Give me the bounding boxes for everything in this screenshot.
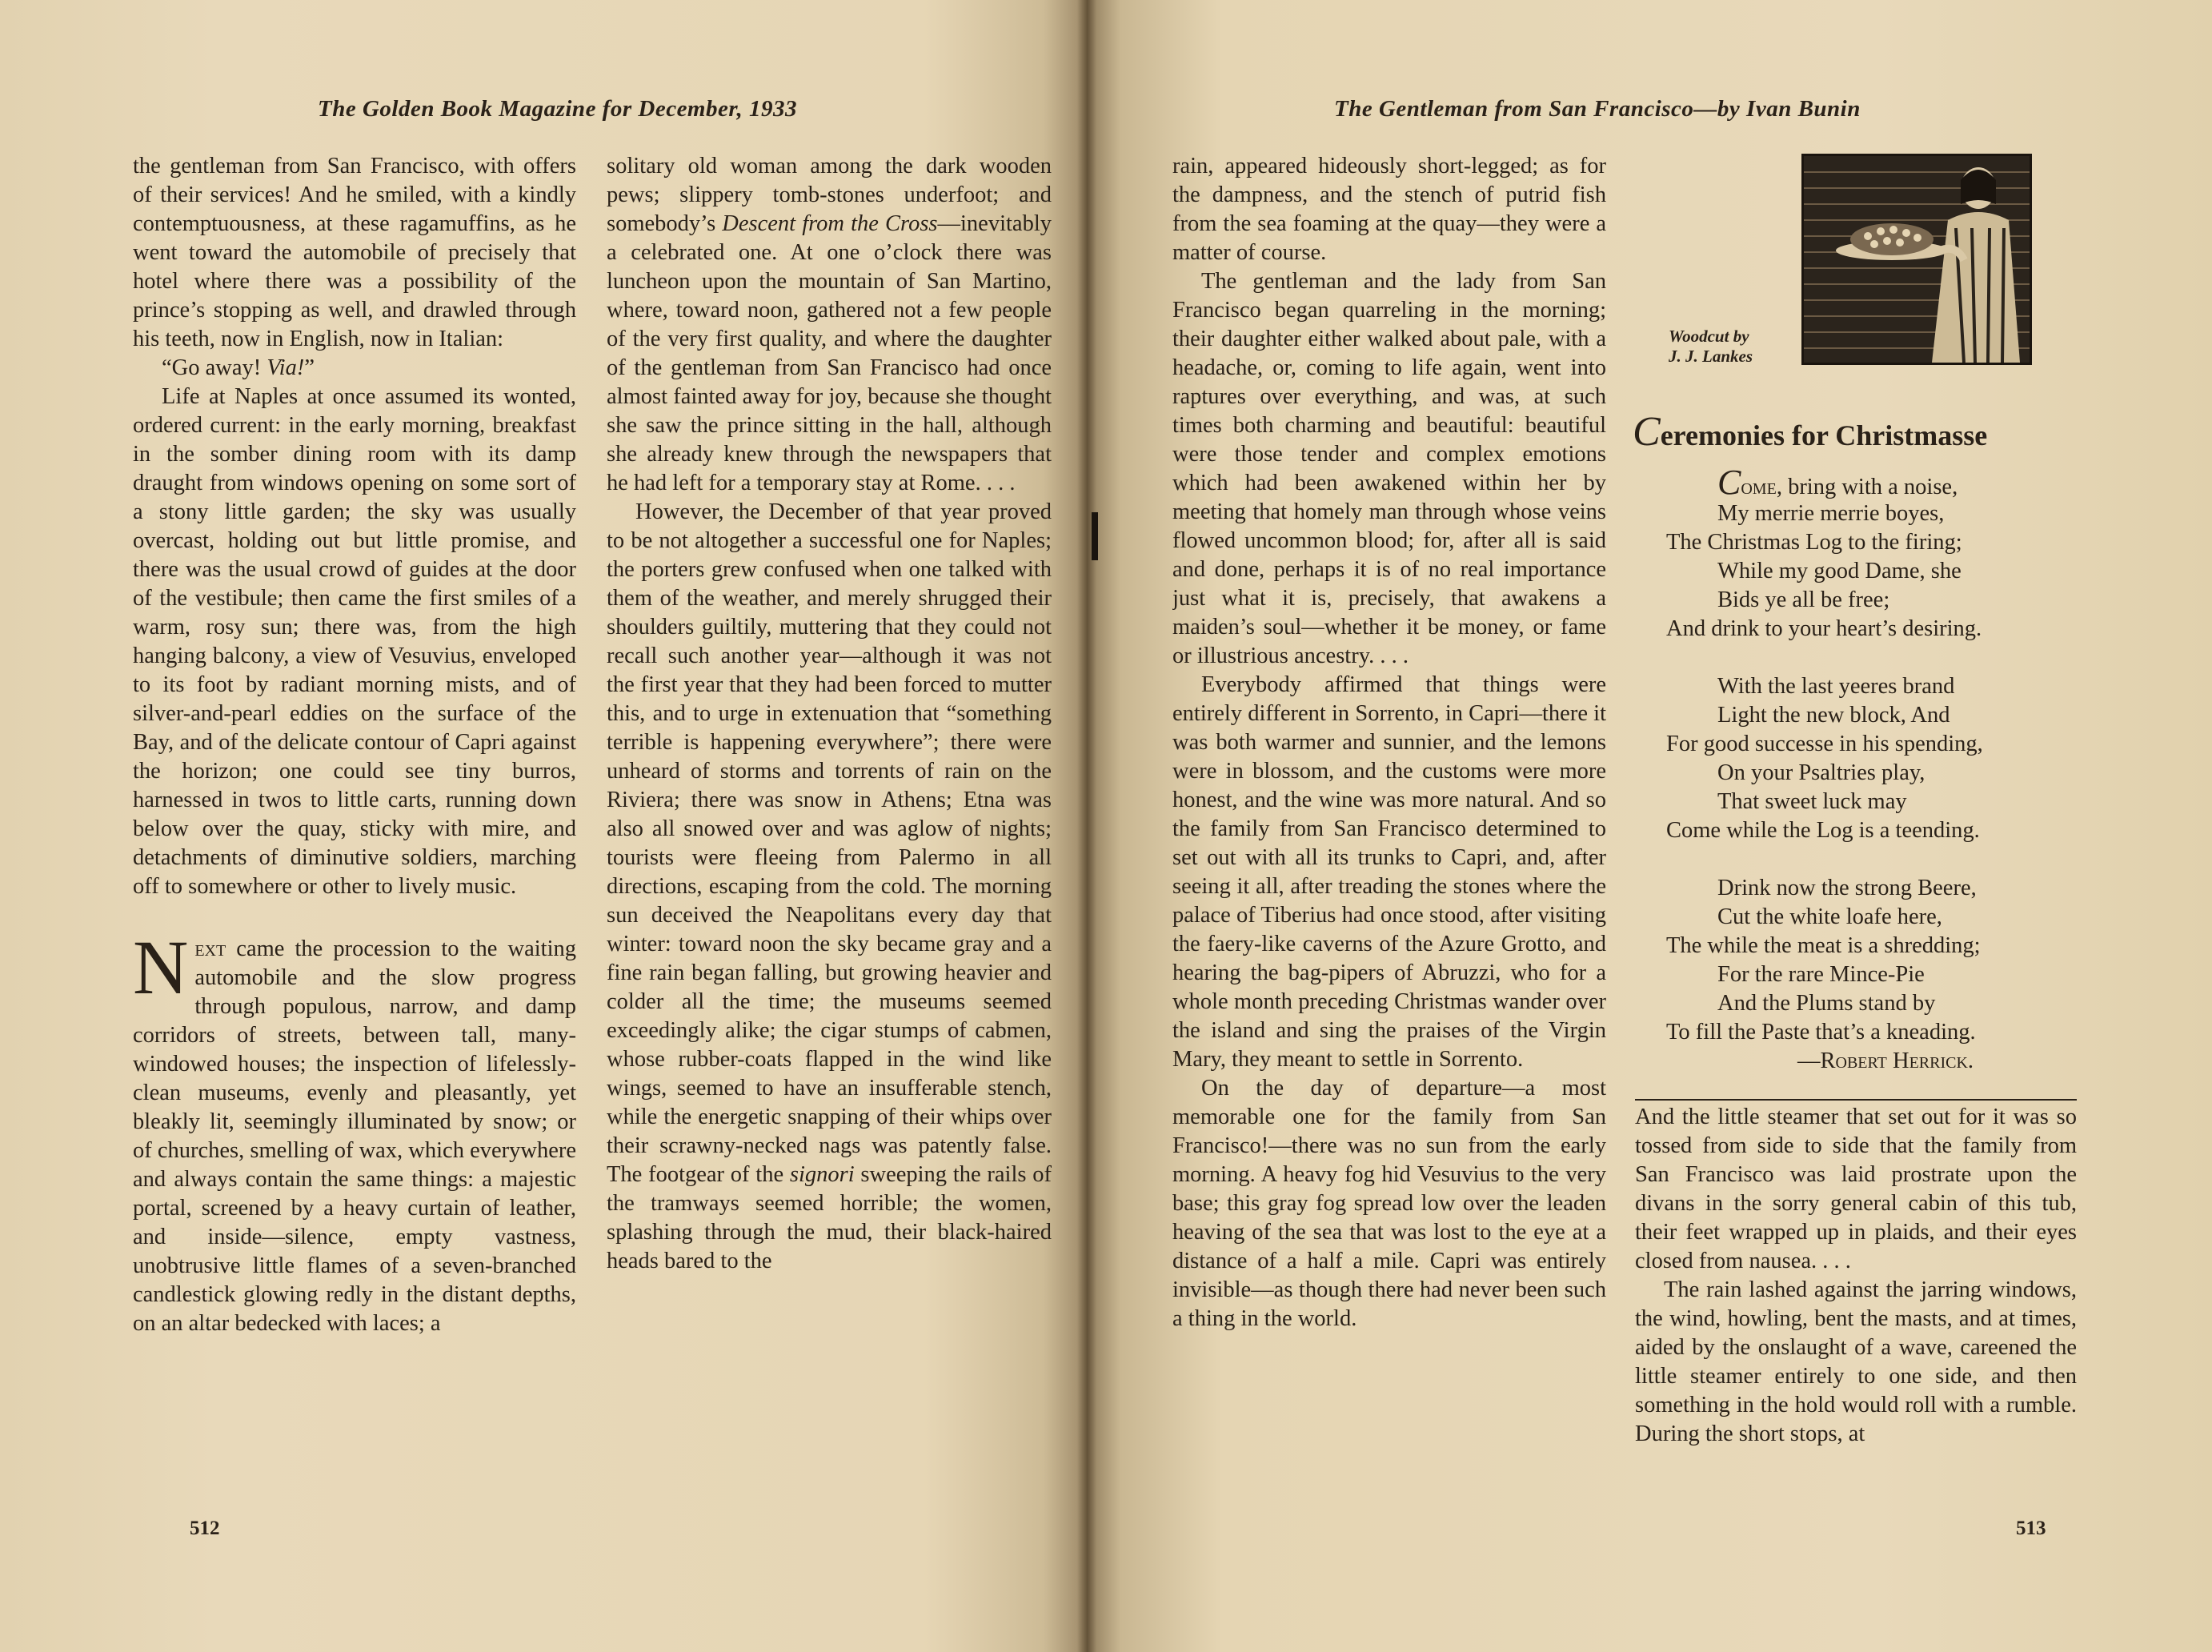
woodcut-credit [1669, 327, 1753, 367]
poem-small-caps: ome [1741, 475, 1777, 499]
paragraph [607, 152, 1052, 498]
left-page [0, 0, 1087, 1652]
poem-line: Cut the white loafe here, [1717, 904, 1942, 929]
woodcut-credit-artist: J. J. Lankes [1669, 347, 1753, 366]
small-caps-lead: ext [194, 936, 226, 961]
paragraph: The gentleman and the lady from San Francisco began quarreling in the morning; their daughter either walked about pale, with a headache, or, coming to life again, went into raptures over everything, and was, at such times both charming and beautiful: beautiful were those tender and complex emotions which had been awakened within her by meeting that homely man through whose veins flowed uncommon blood; for, after all is said and done, perhaps it is of no real importance just what it is, precisely, that awakens a maiden’s soul—whether it be money, or fame or illustrious ancestry. . . . [1172, 269, 1606, 668]
drop-cap: N [133, 924, 189, 1010]
paragraph-text: sweeping the rails of the tramways seemed horrible; the women, splashing through the mud, their black-haired heads bared to the [607, 1162, 1052, 1273]
poem-line: For the rare Mince-Pie [1717, 962, 1925, 987]
poem-line: To fill the Paste that’s a kneading. [1666, 1020, 1976, 1045]
poem-line: The Christmas Log to the firing; [1666, 530, 1962, 555]
gutter-shadow [1077, 0, 1096, 1652]
running-head-left: The Golden Book Magazine for December, 1933 [318, 96, 798, 122]
page-number-right: 513 [2016, 1518, 2046, 1539]
paragraph: Life at Naples at once assumed its wonted, ordered current: in the early morning, breakfast in the somber dining room with its damp draught from windows opening on some sort of a stony little garden; the sky was usually overcast, holding out but little promise, and there was the usual crowd of guides at the door of the vestibule; then came the first smiles of a warm, rosy sun; there was, from the high hanging balcony, a view of Vesuvius, enveloped to its foot by radiant morning mists, and of silver-and-pearl eddies on the surface of the Bay, and of the delicate contour of Capri against the horizon; one could see tiny burros, harnessed in twos to little carts, running down below over the quay, sticky with mire, and detachments of diminutive soldiers, marching off to somewhere or other to lively music. [133, 384, 576, 899]
running-head-right: The Gentleman from San Francisco—by Ivan Bunin [1334, 96, 1861, 122]
paragraph [133, 354, 576, 383]
poem-title [1633, 408, 1987, 455]
poem-line: Drink now the strong Beere, [1717, 876, 1977, 900]
poem-line: On your Psaltries play, [1717, 760, 1925, 785]
quote-text: “Go away! Via!” [162, 355, 315, 380]
poem [1666, 463, 1983, 1076]
poem-line: And the Plums stand by [1717, 991, 1936, 1016]
paragraph-text: —inevitably a celebrated one. At one o’clock there was luncheon upon the mountain of San Martino, where, toward noon, gathered not a few people of the very first quality, and where the daughter of the gentleman from San Francisco had once almost fainted away for joy, because she thought she saw the prince sitting in the hall, although she already knew through the newspapers that he had left for a temporary stay at Rome. . . . [607, 211, 1052, 495]
poem-line: My merrie merrie boyes, [1717, 501, 1945, 526]
paragraph: Everybody affirmed that things were entirely different in Sorrento, in Capri—there it was both warmer and sunnier, and the lemons were in blossom, and the customs were more honest, and the wine was more natural. And so the family from San Francisco determined to set out with all its trunks to Capri, and, after seeing it all, after treading the stones where the palace of Tiberius had once stood, after visiting the faery-like caverns of the Azure Grotto, and hearing the bag-pipers of Abruzzi, who for a whole month preceding Christmas wander over the island and sing the praises of the Virgin Mary, they meant to settle in Sorrento. [1172, 672, 1606, 1072]
paragraph-text: came the procession to the waiting automobile and the slow progress through populous, narrow, and damp corridors of streets, between tall, many-windowed houses; the inspection of lifelessly-clean museums, evenly and pleasantly, yet bleakly lit, seemingly illuminated by snow; or of churches, smelling of wax, which everywhere and always contain the same things: a majestic portal, screened by a heavy curtain of leather, and inside—silence, empty vastness, unobtrusive little flames of a seven-branched candlestick glowing redly in the distant depths, on an altar bedecked with laces; a [133, 936, 576, 1336]
right-column-2 [1635, 1103, 2077, 1503]
poem-line: Come while the Log is a teending. [1666, 818, 1980, 843]
poem-title-initial: C [1633, 409, 1661, 455]
poem-line: For good successe in his spending, [1666, 732, 1983, 756]
paragraph [607, 498, 1052, 1276]
poem-line: With the last yeeres brand [1717, 674, 1955, 699]
paragraph: rain, appeared hideously short-legged; as for the dampness, and the stench of putrid fish from the sea foaming at the quay—they were a matter of course. [1172, 154, 1606, 265]
poem-line: Bids ye all be free; [1717, 587, 1890, 612]
page-number-left: 512 [190, 1518, 220, 1539]
paragraph: the gentleman from San Francisco, with offers of their services! And he smiled, with a kindly contemptuousness, at these ragamuffins, as he went toward the automobile of precisely that hotel where there was a possibility of the prince’s stopping as well, and drawled through his teeth, now in English, now in Italian: [133, 154, 576, 351]
section-opening-paragraph [133, 924, 576, 1338]
woodcut-credit-line: Woodcut by [1669, 327, 1749, 346]
poem-line: That sweet luck may [1717, 789, 1907, 814]
poem-attribution: —Robert Herrick. [1797, 1049, 1974, 1073]
poem-line: And drink to your heart’s desiring. [1666, 616, 1982, 641]
paragraph-text: solitary old woman among the dark wooden pews; slippery tomb-stones underfoot; and somebody’s [607, 154, 1052, 236]
italic-word: signori [789, 1162, 855, 1187]
poem-initial: C [1717, 463, 1741, 502]
poem-line [1666, 463, 1983, 502]
stanza-break [1666, 845, 1983, 874]
left-column-1 [133, 152, 576, 1513]
paragraph-text: However, the December of that year proved to be not altogether a successful one for Naples; the porters grew confused when one talked with them of the weather, and merely shrugged their shoulders guiltily, muttering that they could not recall such another year—although it was not the first year that they had been forced to mutter this, and to urge in extenuation that “something terrible is happening everywhere”; there were unheard of storms and torrents of rain on the Riviera; there was snow in Athens; Etna was also all snowed over and was aglow of nights; tourists were fleeing from Palermo in all directions, escaping from the cold. The morning sun deceived the Neapolitans every day that winter: toward noon the sky became gray and a fine rain began falling, but growing heavier and colder all the time; the museums seemed exceedingly alike; the cigar stumps of cabmen, whose rubber-coats flapped in the wind like wings, seemed to have an insufferable stench, while the energetic snapping of their whips over their scrawny-necked nags was patently false. The footgear of the [607, 499, 1052, 1187]
right-column-1 [1172, 152, 1606, 1513]
italic-title: Descent from the Cross [722, 211, 938, 236]
poem-line-text: , bring with a noise, [1776, 475, 1958, 499]
gutter-mark [1092, 512, 1098, 560]
paragraph: And the little steamer that set out for it was so tossed from side to side that the family from San Francisco was laid prostrate upon the divans in the sorry general cabin of this tub, their feet wrapped up in plaids, and their eyes closed from nausea. . . . [1635, 1105, 2077, 1273]
left-column-2 [607, 152, 1052, 1513]
poem-line: Light the new block, And [1717, 703, 1950, 728]
stanza-break [1666, 644, 1983, 672]
section-rule [1635, 1099, 2077, 1101]
woodcut-figure-icon [1804, 156, 2030, 363]
poem-line: While my good Dame, she [1717, 559, 1962, 583]
woodcut-illustration [1801, 154, 2032, 365]
paragraph: The rain lashed against the jarring windows, the wind, howling, bent the masts, and at times, aided by the onslaught of a wave, careened the little steamer entirely to one side, and then something in the hold would roll with a rumble. During the short stops, at [1635, 1277, 2077, 1446]
paragraph: On the day of departure—a most memorable one for the family from San Francisco!—there was no sun from the early morning. A heavy fog hid Vesuvius to the very base; this gray fog spread low over the leaden heaving of the sea that was lost to the eye at a distance of a half a mile. Capri was entirely invisible—as though there had never been such a thing in the world. [1172, 1076, 1606, 1331]
poem-title-text: eremonies for Christmasse [1660, 419, 1988, 451]
poem-line: The while the meat is a shredding; [1666, 933, 1981, 958]
